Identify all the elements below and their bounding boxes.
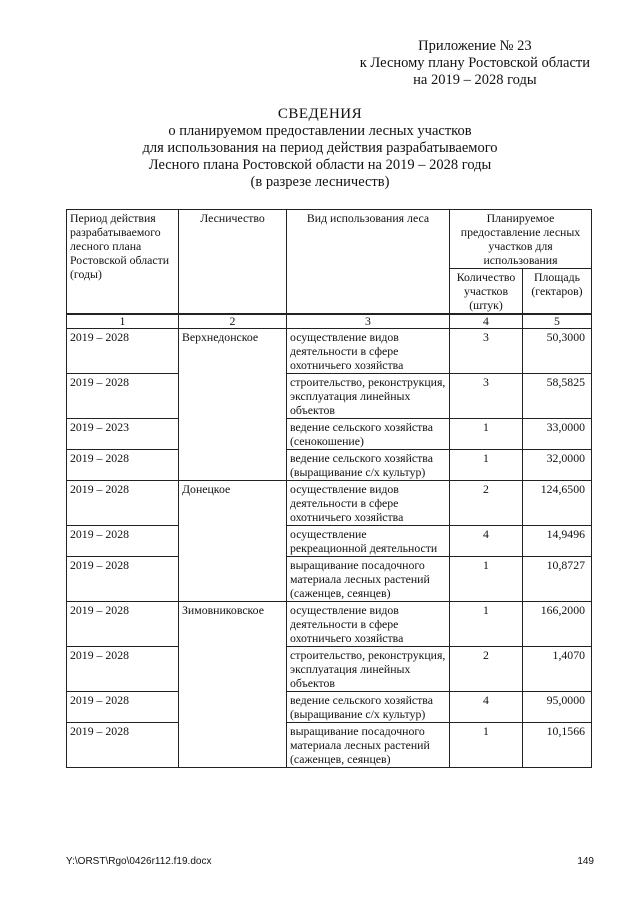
forestry-cell — [179, 419, 287, 450]
header-count: Количество участков (штук) — [450, 269, 523, 315]
count-cell: 2 — [450, 647, 523, 692]
table-row — [67, 329, 592, 374]
count-cell: 1 — [450, 419, 523, 450]
count-cell: 1 — [450, 723, 523, 768]
header-planned: Планируемое предоставление лесных участков для использования — [450, 210, 592, 269]
use-cell: ведение сельского хозяйства (сенокошение) — [287, 419, 450, 450]
period-cell: 2019 – 2028 — [67, 329, 179, 374]
area-cell: 166,2000 — [523, 602, 592, 647]
use-cell: строительство, реконструкция, эксплуатация линейных объектов — [287, 374, 450, 419]
table-row — [67, 557, 592, 602]
table-row — [67, 526, 592, 557]
area-cell: 33,0000 — [523, 419, 592, 450]
table-row — [67, 723, 592, 768]
table-row — [67, 602, 592, 647]
document-heading — [0, 106, 640, 191]
heading-line-2: для использования на период действия разрабатываемого — [142, 140, 498, 156]
use-cell: ведение сельского хозяйства (выращивание с/х культур) — [287, 692, 450, 723]
period-cell: 2019 – 2028 — [67, 692, 179, 723]
period-cell: 2019 – 2028 — [67, 647, 179, 692]
forestry-cell: Зимовниковское — [179, 602, 287, 647]
header-forestry: Лесничество — [179, 210, 287, 315]
column-number: 1 — [67, 314, 179, 329]
page-number: 149 — [577, 856, 594, 867]
appendix-reference: к Лесному плану Ростовской области — [359, 55, 590, 71]
area-cell: 58,5825 — [523, 374, 592, 419]
use-cell: выращивание посадочного материала лесных растений (саженцев, сеянцев) — [287, 557, 450, 602]
forest-plots-table — [66, 209, 592, 768]
use-cell: строительство, реконструкция, эксплуатация линейных объектов — [287, 647, 450, 692]
table-row — [67, 450, 592, 481]
use-cell: осуществление видов деятельности в сфере охотничьего хозяйства — [287, 602, 450, 647]
count-cell: 2 — [450, 481, 523, 526]
appendix-block — [360, 38, 590, 89]
period-cell: 2019 – 2028 — [67, 481, 179, 526]
forestry-cell — [179, 647, 287, 692]
count-cell: 4 — [450, 526, 523, 557]
count-cell: 3 — [450, 329, 523, 374]
forestry-cell — [179, 526, 287, 557]
header-use-type: Вид использования леса — [287, 210, 450, 315]
heading-line-3: Лесного плана Ростовской области на 2019 – 2028 годы — [148, 157, 492, 173]
count-cell: 1 — [450, 557, 523, 602]
footer-file-path: Y:\ORST\Rgo\0426r112.f19.docx — [66, 856, 212, 867]
table-row — [67, 419, 592, 450]
table-row — [67, 647, 592, 692]
forestry-cell — [179, 692, 287, 723]
document-title: СВЕДЕНИЯ — [277, 106, 363, 122]
count-cell: 1 — [450, 602, 523, 647]
column-number-row — [67, 314, 592, 329]
count-cell: 1 — [450, 450, 523, 481]
count-cell: 3 — [450, 374, 523, 419]
use-cell: выращивание посадочного материала лесных растений (саженцев, сеянцев) — [287, 723, 450, 768]
column-number: 5 — [523, 314, 592, 329]
period-cell: 2019 – 2028 — [67, 557, 179, 602]
area-cell: 14,9496 — [523, 526, 592, 557]
heading-line-1: о планируемом предоставлении лесных участков — [168, 123, 472, 139]
forestry-cell — [179, 450, 287, 481]
forestry-cell: Верхнедонское — [179, 329, 287, 374]
count-cell: 4 — [450, 692, 523, 723]
area-cell: 50,3000 — [523, 329, 592, 374]
column-number: 3 — [287, 314, 450, 329]
column-number: 4 — [450, 314, 523, 329]
appendix-period: на 2019 – 2028 годы — [413, 72, 537, 88]
table-row — [67, 692, 592, 723]
period-cell: 2019 – 2023 — [67, 419, 179, 450]
area-cell: 95,0000 — [523, 692, 592, 723]
area-cell: 10,8727 — [523, 557, 592, 602]
period-cell: 2019 – 2028 — [67, 602, 179, 647]
forestry-cell — [179, 723, 287, 768]
table-row — [67, 481, 592, 526]
area-cell: 32,0000 — [523, 450, 592, 481]
header-period: Период действия разрабатываемого лесного плана Ростовской области (годы) — [67, 210, 179, 315]
use-cell: осуществление рекреационной деятельности — [287, 526, 450, 557]
area-cell: 1,4070 — [523, 647, 592, 692]
area-cell: 124,6500 — [523, 481, 592, 526]
header-area: Площадь (гектаров) — [523, 269, 592, 315]
use-cell: осуществление видов деятельности в сфере охотничьего хозяйства — [287, 329, 450, 374]
appendix-number: Приложение № 23 — [418, 38, 532, 54]
column-number: 2 — [179, 314, 287, 329]
period-cell: 2019 – 2028 — [67, 450, 179, 481]
forestry-cell: Донецкое — [179, 481, 287, 526]
period-cell: 2019 – 2028 — [67, 374, 179, 419]
period-cell: 2019 – 2028 — [67, 723, 179, 768]
forestry-cell — [179, 557, 287, 602]
table-row — [67, 374, 592, 419]
period-cell: 2019 – 2028 — [67, 526, 179, 557]
use-cell: ведение сельского хозяйства (выращивание с/х культур) — [287, 450, 450, 481]
heading-line-4: (в разрезе лесничеств) — [250, 174, 390, 190]
forestry-cell — [179, 374, 287, 419]
use-cell: осуществление видов деятельности в сфере охотничьего хозяйства — [287, 481, 450, 526]
area-cell: 10,1566 — [523, 723, 592, 768]
